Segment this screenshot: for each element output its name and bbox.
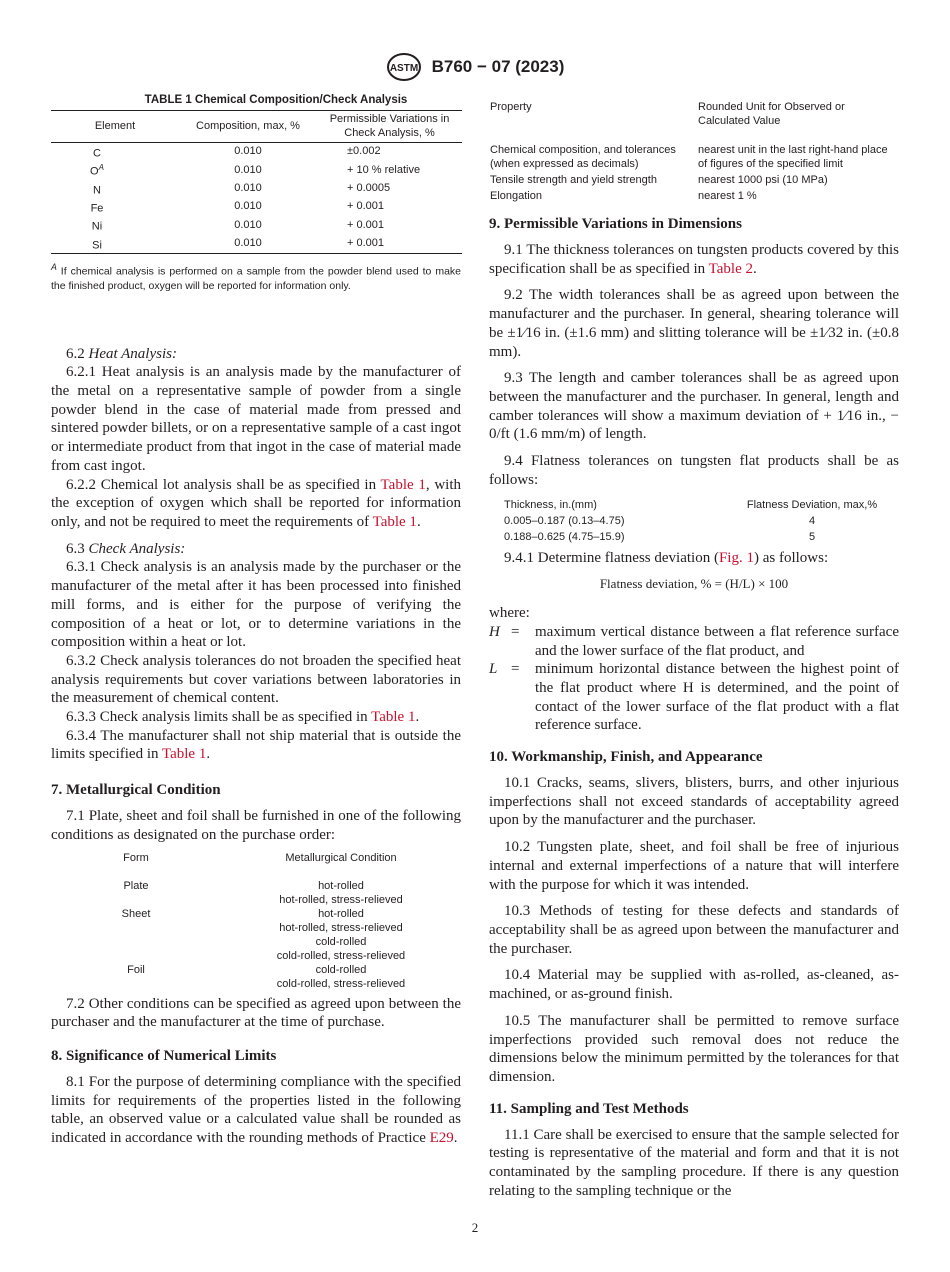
- form-header: Form: [123, 851, 149, 864]
- flatness-thickness: 0.005–0.187 (0.13–4.75): [504, 515, 625, 528]
- rounding-row: [489, 142, 899, 172]
- flatness-deviation: 4: [808, 515, 816, 528]
- para-6-2-1: 6.2.1 Heat analysis is an analysis made by the manufacturer of the metal on a representative sample of powder from a single powder blend in the case of material made from pressed and sintered powder billets, or on a representative sample of a cast ingot or intermediate product from that ingot in the case of material made from cast ingot.: [51, 364, 461, 474]
- para-6-3-title: Check Analysis:: [88, 540, 186, 557]
- para-10-2: 10.2 Tungsten plate, sheet, and foil shall be free of injurious internal and external imperfections of a nature that will interfere with the purpose for which it was intended.: [489, 839, 899, 893]
- definition-symbol: H: [489, 623, 500, 640]
- condition-form: [51, 935, 221, 949]
- condition-header: Metallurgical Condition: [285, 851, 397, 864]
- condition-row: [51, 907, 461, 921]
- rounding-row: [489, 172, 899, 188]
- para-9-4-1: 9.4.1 Determine flatness deviation (Fig. 1) as follows:: [504, 550, 829, 567]
- section-6: [51, 345, 461, 764]
- section-9: [489, 216, 899, 735]
- condition-form: [51, 949, 221, 963]
- para-10-4: 10.4 Material may be supplied with as-rolled, as-cleaned, as-machined, or as-ground finish.: [489, 967, 899, 1003]
- page-header: [0, 52, 950, 82]
- definition-equals: =: [511, 661, 520, 678]
- definition-text: minimum horizontal distance between the highest point of the flat product where H is determined, and the point of contact of the lower surface of the flat product with a flat reference surface.: [535, 661, 899, 734]
- para-9-1: 9.1 The thickness tolerances on tungsten products covered by this specification shall be as specified in Table 2.: [489, 242, 899, 277]
- condition-value: hot-rolled, stress-relieved: [279, 921, 403, 934]
- definition-symbol: L: [489, 661, 498, 678]
- table1-composition: 0.010: [234, 237, 262, 250]
- para-6-2: [51, 345, 461, 364]
- table1-variation: + 10 % relative: [347, 163, 421, 176]
- condition-value: hot-rolled: [318, 879, 364, 892]
- link-table-1[interactable]: Table 1: [161, 746, 207, 763]
- link-e29[interactable]: E29: [429, 1130, 454, 1147]
- flatness-deviation: 5: [808, 531, 816, 544]
- condition-form: Plate: [123, 879, 149, 892]
- para-9-3: 9.3 The length and camber tolerances shall be as agreed upon between the manufacturer and the purchaser. In general, length and camber tolerances will show a maximum deviation of + 1⁄16 in., − 0/ft (1.6 mm/m) of length.: [489, 370, 899, 443]
- table1-row: [51, 235, 462, 254]
- condition-value: cold-rolled, stress-relieved: [276, 949, 406, 962]
- table1-variation: + 0.001: [347, 237, 385, 250]
- right-column: [489, 92, 899, 1200]
- para-7-2: 7.2 Other conditions can be specified as agreed upon between the purchaser and the manufacturer at the time of purchase.: [51, 995, 461, 1031]
- metallurgical-condition-table: [51, 851, 461, 991]
- table1-row: [51, 180, 462, 198]
- section-9-heading: 9. Permissible Variations in Dimensions: [489, 216, 742, 232]
- table1-title: TABLE 1 Chemical Composition/Check Analysis: [144, 94, 408, 106]
- condition-form: [51, 977, 221, 991]
- table1-row: [51, 198, 462, 216]
- condition-form: Foil: [127, 963, 145, 976]
- para-6-2-num: 6.2: [66, 345, 85, 362]
- para-7-1: 7.1 Plate, sheet and foil shall be furnished in one of the following conditions as designated on the purchase order:: [51, 808, 461, 843]
- footnote-mark: A: [51, 262, 57, 273]
- table1-header-element: Element: [94, 119, 136, 132]
- para-6-2-2: 6.2.2 Chemical lot analysis shall be as specified in Table 1, with the exception of oxygen which shall be reported for information only, and not be required to meet the requirements of Table 1.: [51, 476, 461, 530]
- condition-form: [51, 921, 221, 935]
- flatness-formula: Flatness deviation, % = (H/L) × 100: [599, 576, 789, 592]
- table1-composition: 0.010: [234, 182, 262, 195]
- para-10-3: 10.3 Methods of testing for these defects and standards of acceptability shall be as agreed upon between the manufacturer and the purchaser.: [489, 903, 899, 957]
- table1-composition: 0.010: [234, 163, 262, 176]
- table1-header-composition: Composition, max, %: [196, 119, 300, 132]
- condition-value: hot-rolled, stress-relieved: [279, 893, 403, 906]
- link-table-1[interactable]: Table 1: [380, 476, 426, 493]
- table1-header-variation: Permissible Variations in Check Analysis, %: [329, 113, 450, 139]
- flatness-row: [503, 513, 899, 529]
- link-fig-1[interactable]: Fig. 1: [718, 550, 754, 567]
- para-6-2-title: Heat Analysis:: [88, 345, 177, 362]
- table1-variation: + 0.001: [347, 200, 385, 213]
- condition-value: hot-rolled: [318, 907, 364, 920]
- astm-logo: [386, 52, 422, 82]
- condition-value: cold-rolled: [315, 963, 367, 976]
- section-11: [489, 1101, 899, 1201]
- condition-row: [51, 949, 461, 963]
- para-6-3-4: 6.3.4 The manufacturer shall not ship material that is outside the limits specified in Table 1.: [51, 727, 461, 763]
- table1-composition: 0.010: [234, 145, 262, 158]
- flatness-table: [503, 497, 899, 545]
- table1-element: Si: [92, 239, 102, 252]
- para-10-5: 10.5 The manufacturer shall be permitted to remove surface imperfections provided such removal does not reduce the dimensions below the minimum permitted by the tolerances for that dimension.: [489, 1012, 899, 1085]
- table1-element: Fe: [90, 202, 104, 215]
- rounding-property: Chemical composition, and tolerances (when expressed as decimals): [490, 144, 676, 170]
- astm-logo-text: ASTM: [389, 63, 418, 74]
- section-11-heading: 11. Sampling and Test Methods: [489, 1100, 689, 1117]
- rounding-header-property: Property: [490, 101, 532, 113]
- table1-footnote: [51, 260, 461, 293]
- flatness-header-thickness: Thickness, in.(mm): [504, 499, 597, 512]
- para-6-3-1: 6.3.1 Check analysis is an analysis made by the purchaser or the manufacturer of the metal after it has been processed into finished mill forms, and is either for the purpose of verifying the composition of a heat or lot, or to determine variations in the composition within a heat or lot.: [51, 559, 461, 651]
- para-6-3-2: 6.3.2 Check analysis tolerances do not broaden the specified heat analysis requirements but cover variations between laboratories in the measurement of chemical content.: [51, 652, 461, 707]
- flatness-thickness: 0.188–0.625 (4.75–15.9): [504, 531, 625, 544]
- para-9-2: 9.2 The width tolerances shall be as agreed upon between the manufacturer and the purchaser. In general, shearing tolerance will be ±1⁄16 in. (±1.6 mm) and slitting tolerance will be ±1⁄32 in. (±0.8 mm).: [489, 287, 899, 360]
- table1-element: N: [93, 184, 101, 197]
- table1-variation: ±0.002: [347, 145, 381, 158]
- rounding-row: [489, 188, 899, 204]
- definition-equals: =: [511, 623, 520, 640]
- table1-variation: + 0.0005: [347, 182, 391, 195]
- para-8-1: 8.1 For the purpose of determining compliance with the specified limits for requirements of the properties listed in the following table, an observed value or a calculated value shall be rounded as indicated in accordance with the rounding methods of Practice E29.: [51, 1073, 461, 1147]
- section-7-heading: 7. Metallurgical Condition: [51, 782, 221, 799]
- link-table-1[interactable]: Table 1: [372, 513, 417, 530]
- para-10-1: 10.1 Cracks, seams, slivers, blisters, burrs, and other injurious imperfections shall not exceed standards of acceptability agreed upon by the manufacturer and the purchaser.: [489, 775, 899, 829]
- table1-composition: 0.010: [234, 218, 262, 231]
- condition-row: [51, 921, 461, 935]
- section-8: [51, 1048, 461, 1148]
- table1-row: [51, 143, 462, 162]
- para-6-3-num: 6.3: [66, 540, 85, 557]
- flatness-header-deviation: Flatness Deviation, max,%: [746, 499, 878, 512]
- page-number: 2: [471, 1220, 479, 1235]
- footnote-text: If chemical analysis is performed on a sample from the powder blend used to make the finished product, oxygen will be reported for information only.: [51, 265, 461, 292]
- condition-value: cold-rolled: [315, 935, 367, 948]
- rounding-unit: nearest 1000 psi (10 MPa): [698, 174, 828, 186]
- section-10: [489, 749, 899, 1087]
- condition-row: [51, 879, 461, 893]
- definition-item: [489, 660, 899, 735]
- table1-element: $O^A$: [90, 163, 104, 179]
- table1-composition: 0.010: [234, 200, 262, 213]
- condition-row: [51, 977, 461, 991]
- table1-element: Ni: [91, 221, 103, 234]
- table1: [51, 110, 462, 254]
- para-11-1: 11.1 Care shall be exercised to ensure that the sample selected for testing is representative of the material and form and that it is not contaminated by the sampling procedure. If there is any question relating to the sampling technique or the: [489, 1126, 899, 1199]
- rounding-property: Tensile strength and yield strength: [490, 174, 657, 186]
- section-7: [51, 782, 461, 1032]
- condition-value: cold-rolled, stress-relieved: [276, 977, 406, 990]
- flatness-row: [503, 529, 899, 545]
- link-table-1[interactable]: Table 1: [371, 709, 416, 726]
- para-6-3-3: 6.3.3 Check analysis limits shall be as specified in Table 1.: [66, 709, 420, 726]
- table1-row: [51, 216, 462, 234]
- condition-row: [51, 893, 461, 907]
- table1-variation: + 0.001: [347, 218, 385, 231]
- para-6-3: [51, 540, 461, 559]
- condition-form: Sheet: [121, 907, 151, 920]
- section-10-heading: 10. Workmanship, Finish, and Appearance: [489, 749, 763, 766]
- rounding-unit: nearest 1 %: [698, 190, 757, 202]
- condition-row: [51, 935, 461, 949]
- para-9-4: 9.4 Flatness tolerances on tungsten flat products shall be as follows:: [489, 453, 899, 488]
- table1-element: C: [93, 147, 101, 160]
- rounding-table: [489, 99, 899, 204]
- rounding-unit: nearest unit in the last right-hand place of figures of the specified limit: [698, 144, 888, 170]
- table1-row: [51, 161, 462, 179]
- rounding-property: Elongation: [490, 190, 542, 202]
- condition-row: [51, 963, 461, 977]
- definition-text: maximum vertical distance between a flat reference surface and the lower surface of the flat product, and: [535, 623, 899, 659]
- condition-form: [51, 893, 221, 907]
- definition-item: [489, 623, 899, 660]
- rounding-header-unit: Rounded Unit for Observed or Calculated Value: [698, 101, 845, 127]
- section-8-heading: 8. Significance of Numerical Limits: [51, 1047, 277, 1064]
- definitions-list: [489, 623, 899, 735]
- document-title: B760 − 07 (2023): [431, 57, 565, 76]
- where-label: where:: [489, 605, 530, 622]
- left-column: [51, 92, 461, 1148]
- link-table-2[interactable]: Table 2: [708, 260, 754, 277]
